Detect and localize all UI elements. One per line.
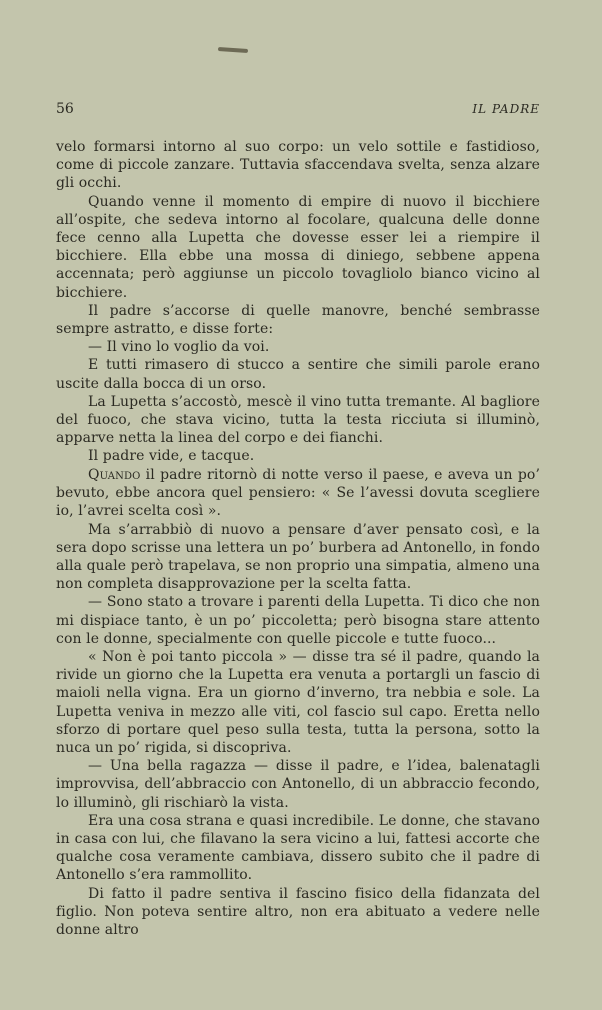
page-header	[56, 101, 540, 117]
paragraph: Il padre vide, e tacque.	[88, 448, 255, 465]
opening-text: il padre ritornò di notte verso il paese, e aveva un po’ bevuto, ebbe ancora quel pensiero: « Se l’avessi dovuta scegliere io, l’avrei scelta così ».	[56, 467, 540, 520]
paragraph: — Una bella ragazza — disse il padre, e l’idea, balenatagli improvvisa, dell’abbraccio con Antonello, di un abbraccio fecondo, lo illuminò, gli rischiarò la vista.	[56, 758, 540, 811]
paragraph: « Non è poi tanto piccola » — disse tra sé il padre, quando la rivide un giorno che la Lupetta era venuta a portargli un fascio di maioli nella vigna. Era un giorno d’inverno, tra nebbia e sole. La Lupetta veniva in mezzo alle viti, col fascio sul capo. Eretta nello sforzo di portare quel peso sulla testa, tutta la persona, sotto la nuca un po’ rigida, si discopriva.	[56, 649, 540, 757]
paragraph: E tutti rimasero di stucco a sentire che simili parole erano uscite dalla bocca di un orso.	[56, 357, 540, 392]
paragraph: velo formarsi intorno al suo corpo: un velo sottile e fastidioso, come di piccole zanzare. Tuttavia sfaccendava svelta, senza alzare gli occhi.	[56, 139, 540, 192]
paragraph: Il padre s’accorse di quelle manovre, benché sembrasse sempre astratto, e disse forte:	[56, 302, 540, 338]
page-number: 56	[56, 101, 74, 117]
paragraph: Era una cosa strana e quasi incredibile. Le donne, che stavano in casa con lui, che filavano la sera vicino a lui, fattesi accorte che qualche cosa veramente cambiava, dissero subito che il padre di Antonello s’era rammollito.	[56, 812, 540, 884]
section-two	[56, 466, 540, 939]
paragraph: Ma s’arrabbiò di nuovo a pensare d’aver pensato così, e la sera dopo scrisse una lettera un po’ burbera ad Antonello, in fondo alla quale però trapelava, se non proprio una simpatia, almeno una non completa disapprovazione per la scelta fatta.	[56, 521, 540, 593]
paragraph: Di fatto il padre sentiva il fascino fisico della fidanzata del figlio. Non poteva sentire altro, non era abituato a vedere nelle donne altro	[56, 885, 540, 939]
opening-word: Quando	[88, 467, 141, 483]
paragraph: — Sono stato a trovare i parenti della Lupetta. Ti dico che non mi dispiace tanto, è un po’ piccoletta; però bisogna stare attento con le donne, specialmente con quelle piccole e tutte fuoco...	[56, 594, 540, 647]
paragraph: La Lupetta s’accostò, mescè il vino tutta tremante. Al bagliore del fuoco, che stava vicino, tutta la testa ricciuta si illuminò, apparve netta la linea del corpo e dei fianchi.	[56, 393, 540, 447]
running-title: IL PADRE	[472, 102, 540, 116]
section-one	[56, 138, 540, 466]
ink-mark	[218, 47, 248, 53]
opening-paragraph	[56, 466, 540, 521]
paragraph: Quando venne il momento di empire di nuovo il bicchiere all’ospite, che sedeva intorno al focolare, qualcuna delle donne fece cenno alla Lupetta che dovesse esser lei a riempire il bicchiere. Ella ebbe una mossa di diniego, sebbene appena accennata; però aggiunse un piccolo tovagliolo bianco vicino al bicchiere.	[56, 193, 540, 301]
paragraph: — Il vino lo voglio da voi.	[88, 339, 270, 356]
